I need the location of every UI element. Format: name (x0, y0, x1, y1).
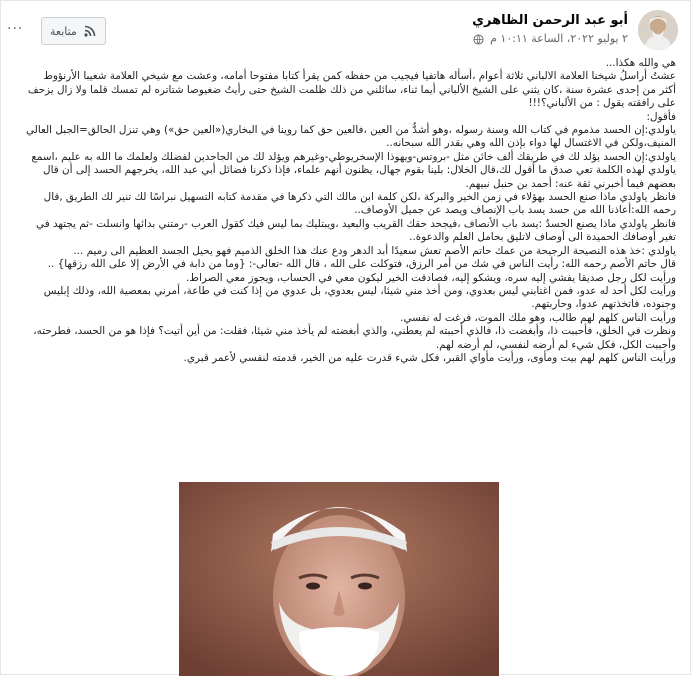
body-line: فانظر ياولدي ماذا يصنع الحسدُ :يسد باب الأنصاف ،فيجحد حقك القريب والبعيد ،ويبتليك بما ليس فيك كقول العرب -رمتني بدائها وانسلت -ثم يجتهد في (36, 217, 676, 230)
body-line: ياولدي :خذ هذه النصيحة الرجيحة من عمك حاتم الأصم تعش سعيدًا أبد الدهر ودع عنك هذا الخلق الذميم فهو يحيل الجسد العظيم الى رميم ... (73, 244, 676, 257)
body-line: ياولدي لهذه الكلمة تعي صدق ما أقول لك،قال الخلال: بلينا بقوم جهال، يظنون أنهم علماء، فإذا ذكرنا فضائل أبي عبد الله، يخرجهم الحسد إلى أن قال (43, 164, 676, 177)
post-meta (473, 32, 628, 45)
body-line: فانظر ياولدي ماذا صنع الحسد بهؤلاء في زمن الخير والبركة ،لكن كلمة ابن مالك التي ذكرها في مقدمة كتابه التسهيل نبراسًا لك تنير لك الطريق ,قال (43, 191, 676, 204)
body-line: على رافقته يقول : من الألباني؟!!! (528, 97, 676, 110)
post-header (1, 7, 690, 53)
portrait-image (179, 482, 499, 676)
avatar[interactable] (638, 10, 678, 50)
rss-icon (83, 24, 97, 38)
more-options-icon[interactable]: ··· (7, 21, 24, 37)
post-photo[interactable] (179, 482, 499, 676)
body-line: هي والله هكذا... (605, 57, 676, 69)
body-line: المنيف،ولكن في الاغتسال لها دواء بإذن الله وهي بقدر الله سبحانه.. (386, 137, 676, 150)
body-line: وجنوده، فاتخذتهم عدوا، وحاربتهم. (531, 298, 676, 311)
body-line: ونظرت في الخلق، فأحببت ذا، وأبغضت ذا، فالذي أحببته لم يعطني، والذي أبغضته لم يأخذ مني شيئا، فقلت: من أين أتيت؟ فإذا هو من الحسد، فطرحته، (33, 325, 676, 338)
body-line: بعضهم فيما أخبرني ثقة عنه: أحمد بن حنبل نبيهم. (465, 177, 676, 190)
body-line: ياولدي:إن الحسد مذموم في كتاب الله وسنة رسوله ،وهو أشدُّ من العين ،فالعين حق كما روينا في البخاري(«العين حق») وهي تنزل الحالق=الجبل العالي (26, 124, 676, 137)
body-line: ياولدي:إن الحسد يؤلد لك في طريقك ألف خائن مثل -بروتس-ويهوذا الإسخريوطي-وغيرهم ويؤلد لك من الجاحدين لفضلك ولعلمك ما الله به عليم ،اسمع (31, 150, 676, 163)
author-name[interactable]: أبو عبد الرحمن الظاهري (472, 13, 628, 28)
body-line: ورأيت الناس كلهم لهم طالب، وهو ملك الموت، فرغت له نفسي. (400, 311, 676, 324)
body-line: رحمه الله:أعاذنا الله من حسد يسد باب الإنصاف ويصد عن جميل الأوصاف.. (354, 204, 676, 217)
avatar-image (638, 10, 678, 50)
body-line: ورأيت لكل أحد له عدو، فمن اغتابني ليس بعدوي، ومن أخذ مني شيئا، ليس بعدوي، بل عدوي من إذا كنت في طاعة، أمرني بمعصية الله، وذلك إبليس (43, 284, 676, 297)
body-line: تغير أوصافك الحميدة الى أوصاف لاتليق بحامل العلم والدعوة.. (409, 231, 676, 244)
body-line: قال حاتم الأصم رحمه الله: رأيت الناس في شك من أمر الرزق، فتوكلت على الله ، قال الله -تعالى-: {وما من دابة في الأرض إلا على الله رزقها} .. (47, 258, 676, 271)
body-line: ورأيت لكل رجل صديقا يفشي إليه سره، ويشكو إليه، فصادقت الخير ليكون معي في الحساب، ويجوز معي الصراط. (186, 271, 676, 284)
body-line: فأقول: (646, 110, 676, 123)
body-line: عشتُ أراسلُ شيخنا العلامة الالباني ثلاثة أعوام ،أسأله هاتفيا فيجيب من حفظه كمن يقرأ كتابا مفتوحا أمامه، وعشت مع شيخي العلامة شعيبا الأرنؤوط (43, 70, 676, 83)
body-line: أكثر من إحدى عشرة سنة ،كان يثني على الشيخ الألباني أيما ثناء، سائلني من ذلك ظلمت الشيخ حتى رأيتُ ضغيوصا شتاتره لم تمسك قلما ولا زال يزحف (27, 83, 676, 96)
post-body (17, 57, 676, 365)
body-line: وأحببت الكل، فكل شيء لم أرضه لنفسي، لم أرضه لهم. (435, 338, 676, 351)
globe-icon (473, 34, 484, 45)
follow-label: متابعة (50, 24, 77, 38)
body-line: ورأيت الناس كلهم لهم بيت ومأوى، ورأيت مأواي القبر، فكل شيء قدرت عليه من الخير، قدمته لنفسي لأعمر قبري. (183, 351, 676, 364)
follow-button[interactable] (41, 17, 106, 45)
post-timestamp[interactable]: ٢ يوليو ٢٠٢٢، الساعة ١٠:١١ م (490, 32, 628, 45)
